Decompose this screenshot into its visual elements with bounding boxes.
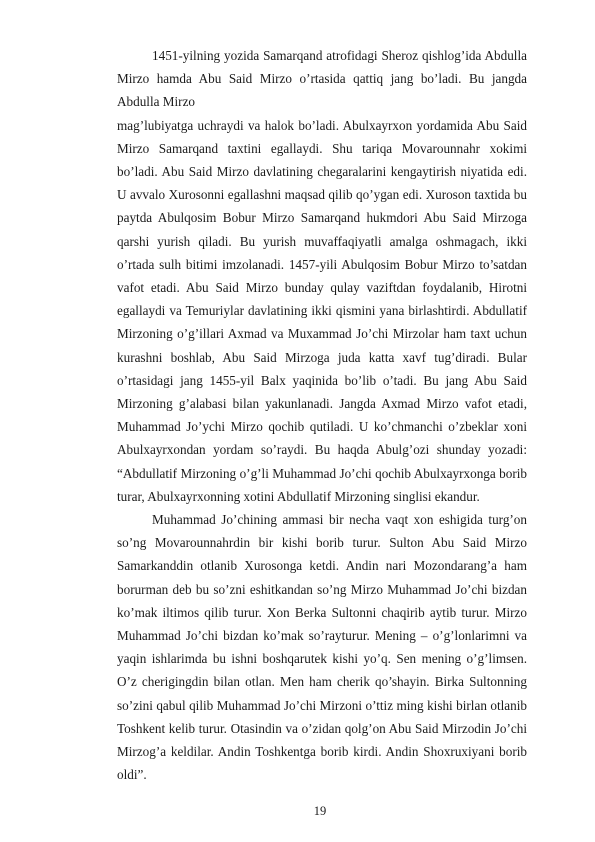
paragraph-1: 1451-yilning yozida Samarqand atrofidagi Sheroz qishlog’ida Abdulla Mirzo hamda Abu Said Mirzo o’rtasida qattiq jang bo’ladi. Bu jangda Abdulla Mirzo — [117, 48, 527, 110]
page-number: 19 — [313, 804, 327, 818]
paragraph-2: mag’lubiyatga uchraydi va halok bo’ladi. Abulxayrxon yordamida Abu Said Mirzo Samarqand taxtini egallaydi. Shu tariqa Movarounnahr xokimi bo’ladi. Abu Said Mirzo davlatining chegaralarini kengaytirish niyatida edi. U avvalo Xurosonni egallashni maqsad qilib qo’ygan edi. Xuroson taxtida bu paytda Abulqosim Bobur Mirzo Samarqand hukmdori Abu Said Mirzoga qarshi yurish qiladi. Bu yurish muvaffaqiyatli amalga oshmagach, ikki o’rtada sulh bitimi imzolanadi. 1457-yili Abulqosim Bobur Mirzo to’satdan vafot etadi. Abu Said Mirzo bunday qulay vaziftdan foydalanib, Hirotni egallaydi va Temuriylar davlatining ikki qismini yana birlashtirdi. Abdullatif Mirzoning o’g’illari Axmad va Muxammad Jo’chi Mirzolar ham taxt uchun kurashni boshlab, Abu Said Mirzoga juda katta xavf tug’diradi. Bular o’rtasidagi jang 1455-yil Balx yaqinida bo’lib o’tadi. Bu jang Abu Said Mirzoning g’alabasi bilan yakunlanadi. Jangda Axmad Mirzo vafot etadi, Muhammad Jo’ychi Mirzo qochib qutiladi. U ko’chmanchi o’zbeklar xoni Abulxayrxondan yordam so’raydi. Bu haqda Abulg’ozi shunday yozadi: “Abdullatif Mirzoning o’g’li Muhammad Jo’chi qochib Abulxayrxonga borib turar, Abulxayrxonning xotini Abdullatif Mirzoning singlisi ekandur. — [117, 117, 527, 504]
paragraph-3: Muhammad Jo’chining ammasi bir necha vaqt xon eshigida turg’on so’ng Movarounnahrdin bir kishi borib turur. Sulton Abu Said Mirzo Samarkanddin otlanib Xurosonga ketdi. Andin nari Mozondarang’a ham borurman deb bu so’zni eshitkandan so’ng Mirzo Muhammad Jo’chi bizdan ko’mak iltimos qilib turur. Xon Berka Sultonni chaqirib aytib turur. Mirzo Muhammad Jo’chi bizdan ko’mak so’rayturur. Mening – o’g’lonlarimni va yaqin ishlarimda bu ishni boshqarutek kishi yo’q. Sen mening o’g’limsen. O’z cherigingdin bilan otlan. Men ham cherik qo’shayin. Birka Sultonning so’zini qabul qilib Muhammad Jo’chi Mirzoni o’ttiz ming kishi birlan otlanib Toshkent kelib turur. Otasindin va o’zidan qolg’on Abu Said Mirzodin Jo’chi Mirzog’a keldilar. Andin Toshkentga borib kirdi. Andin Shoxruxiyani borib oldi”. — [117, 512, 527, 783]
body-text — [117, 44, 527, 787]
